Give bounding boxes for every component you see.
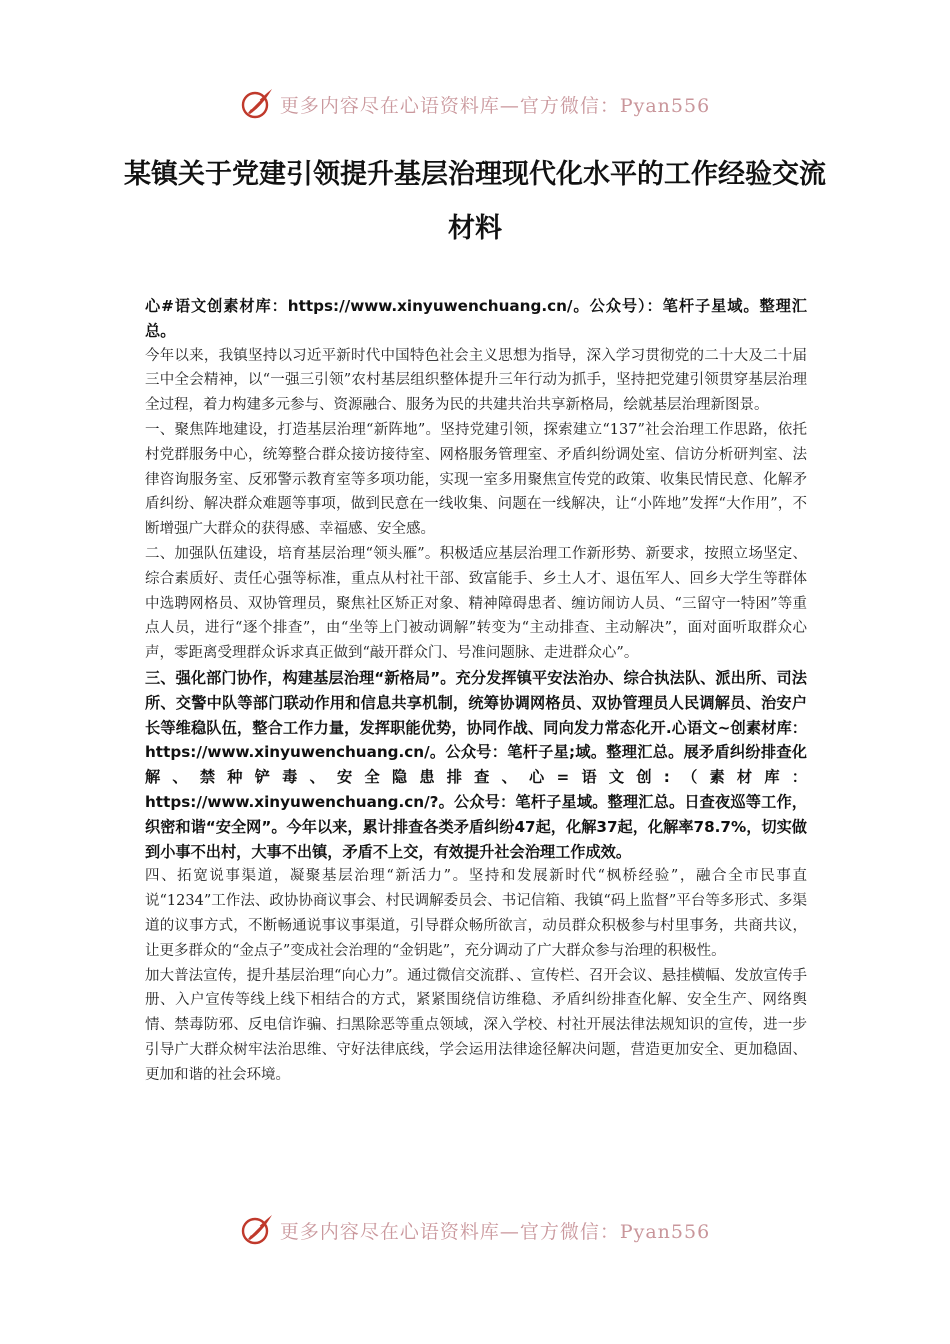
section-2-paragraph: 二、加强队伍建设，培育基层治理“领头雁”。积极适应基层治理工作新形势、新要求，按照立场坚定、综合素质好、责任心强等标准，重点从村社干部、致富能手、乡土人才、退伍军人、回乡大学生等群体中选聘网格员、双协管理员，聚焦社区矫正对象、精神障碍患者、缠访闹访人员、“三留守一特困”等重点人员，进行“逐个排查”，由“坐等上门被动调解”转变为“主动排查、主动解决”，面对面听取群众心声，零距离受理群众诉求真正做到“敲开群众门、号准问题脉、走进群众心”。 (145, 545, 807, 662)
source-note-paragraph: 心#语文创素材库：https://www.xinyuwenchuang.cn/。公众号）：笔杆子星域。整理汇总。 (145, 297, 807, 340)
section-5-paragraph: 加大普法宣传，提升基层治理“向心力”。通过微信交流群、、宣传栏、召开会议、悬挂横幅、发放宣传手册、入户宣传等线上线下相结合的方式，紧紧围绕信访维稳、矛盾纠纷排查化解、安全生产、网络舆情、禁毒防邪、反电信诈骗、扫黑除恶等重点领域，深入学校、村社开展法律法规知识的宣传，进一步引导广大群众树牢法治思维、守好法律底线，学会运用法律途径解决问题，营造更加安全、更加稳固、更加和谐的社会环境。 (145, 967, 807, 1083)
intro-paragraph: 今年以来，我镇坚持以习近平新时代中国特色社会主义思想为指导，深入学习贯彻党的二十大及二十届三中全会精神，以“一强三引领”农村基层组织整体提升三年行动为抓手，坚持把党建引领贯穿基层治理全过程，着力构建多元参与、资源融合、服务为民的共建共治共享新格局，绘就基层治理新图景。 (145, 347, 807, 414)
section-4-paragraph: 四、拓宽说事渠道，凝聚基层治理“新活力”。坚持和发展新时代“枫桥经验”，融合全市民事直说“1234”工作法、政协协商议事会、村民调解委员会、书记信箱、我镇“码上监督”平台等多形式、多渠道的议事方式，不断畅通说事议事渠道，引导群众畅所欲言，动员群众积极参与村里事务，共商共议，让更多群众的“金点子”变成社会治理的“金钥匙”，充分调动了广大群众参与治理的积极性。 (145, 868, 807, 959)
section-1-paragraph: 一、聚焦阵地建设，打造基层治理“新阵地”。坚持党建引领，探索建立“137”社会治理工作思路，依托村党群服务中心，统筹整合群众接访接待室、网格服务管理室、矛盾纠纷调处室、信访分析研判室、法律咨询服务室、反邪警示教育室等多项功能，实现一室多用聚焦宣传党的政策、收集民情民意、化解矛盾纠纷、解决群众难题等事项，做到民意在一线收集、问题在一线解决，让“小阵地”发挥“大作用”，不断增强广大群众的获得感、幸福感、安全感。 (145, 421, 807, 538)
document-body (145, 294, 807, 1088)
quill-logo-icon (240, 87, 274, 121)
footer-watermark-banner (0, 1210, 950, 1250)
watermark-text: 更多内容尽在心语资料库—官方微信：Pyan556 (279, 94, 711, 117)
section-3-paragraph: 三、强化部门协作，构建基层治理“新格局”。充分发挥镇平安法治办、综合执法队、派出所、司法所、交警中队等部门联动作用和信息共享机制，统筹协调网格员、双协管理员人民调解员、治安户长等维稳队伍，整合工作力量，发挥职能优势，协同作战、同向发力常态化开.心语文~创素材库：https://www.xinyuwenchuang.cn/。公众号：笔杆子星;域。整理汇总。展矛盾纠纷排查化解、禁种铲毒、安全隐患排查、心=语文创:（素材库：https://www.xinyuwenchuang.cn/?。公众号：笔杆子星域。整理汇总。日查夜巡等工作，织密和谐“安全网”。今年以来，累计排查各类矛盾纠纷47起，化解37起，化解率78.7%，切实做到小事不出村，大事不出镇，矛盾不上交，有效提升社会治理工作成效。 (145, 668, 807, 861)
header-watermark-banner (0, 84, 950, 124)
quill-logo-icon (240, 1213, 274, 1247)
document-title: 某镇关于党建引领提升基层治理现代化水平的工作经验交流材料 (124, 159, 826, 244)
watermark-text: 更多内容尽在心语资料库—官方微信：Pyan556 (279, 1220, 711, 1243)
